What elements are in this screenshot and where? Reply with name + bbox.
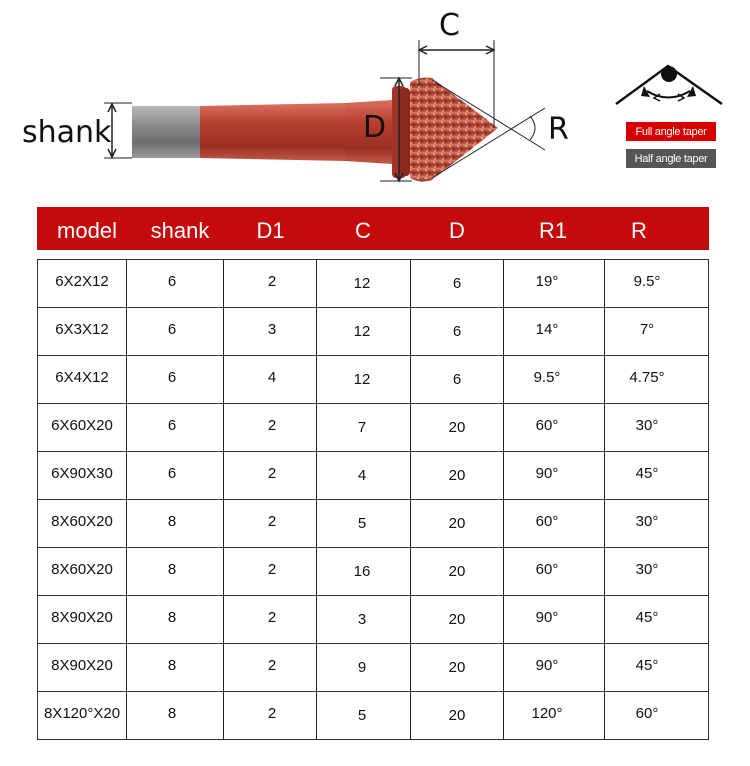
cell-c: 7 (357, 419, 367, 436)
cell-r1: 9.5° (533, 369, 561, 386)
router-bit-illustration (0, 0, 750, 200)
cell-shank: 6 (167, 417, 177, 434)
legend-half-angle: Half angle taper (626, 149, 716, 168)
cell-shank: 6 (167, 465, 177, 482)
table-row (37, 451, 707, 499)
c-label: C (439, 8, 460, 43)
cell-r: 45° (635, 609, 659, 626)
header-shank: shank (150, 218, 210, 243)
cell-d1: 2 (267, 609, 277, 626)
cell-r: 7° (639, 321, 655, 338)
cell-model: 8X90X20 (51, 609, 113, 626)
table-row (37, 595, 707, 643)
header-model: model (57, 218, 117, 243)
cell-r1: 60° (535, 513, 559, 530)
cell-shank: 8 (167, 561, 177, 578)
cell-r: 45° (635, 465, 659, 482)
cell-d1: 2 (267, 417, 277, 434)
cell-model: 6X2X12 (55, 273, 109, 290)
table-row (37, 499, 707, 547)
cell-r: 4.75° (629, 369, 665, 386)
table-row (37, 355, 707, 403)
cell-c: 9 (357, 659, 367, 676)
cell-r1: 90° (535, 657, 559, 674)
body-part (200, 103, 345, 161)
table-row (37, 259, 707, 307)
cell-r: 60° (635, 705, 659, 722)
cell-model: 6X4X12 (55, 369, 109, 386)
cell-c: 5 (357, 515, 367, 532)
cell-d: 20 (448, 611, 466, 628)
cell-c: 3 (357, 611, 367, 628)
header-r: R (631, 218, 647, 243)
cell-r1: 90° (535, 465, 559, 482)
cell-d: 20 (448, 563, 466, 580)
cell-r: 45° (635, 657, 659, 674)
cell-model: 8X60X20 (51, 561, 113, 578)
cell-d: 6 (452, 371, 462, 388)
cell-model: 6X90X30 (51, 465, 113, 482)
cell-c: 4 (357, 467, 367, 484)
cell-shank: 6 (167, 321, 177, 338)
table-row (37, 403, 707, 451)
cell-d: 20 (448, 515, 466, 532)
cell-d1: 3 (267, 321, 277, 338)
table-row (37, 547, 707, 595)
cell-r: 30° (635, 561, 659, 578)
cell-model: 8X120°X20 (43, 705, 121, 722)
cell-model: 8X60X20 (51, 513, 113, 530)
table-header (37, 207, 709, 250)
cell-r1: 90° (535, 609, 559, 626)
cell-d: 6 (452, 323, 462, 340)
cell-d: 20 (448, 467, 466, 484)
cell-c: 5 (357, 707, 367, 724)
header-c: C (355, 218, 371, 243)
cell-d1: 2 (267, 465, 277, 482)
cell-shank: 6 (167, 273, 177, 290)
cell-r1: 19° (535, 273, 559, 290)
cell-d1: 2 (267, 561, 277, 578)
cell-model: 6X60X20 (51, 417, 113, 434)
cell-d: 20 (448, 419, 466, 436)
d-label: D (363, 110, 387, 145)
cell-d1: 2 (267, 705, 277, 722)
cell-r: 9.5° (633, 273, 661, 290)
cell-shank: 8 (167, 609, 177, 626)
cell-c: 12 (353, 323, 371, 340)
cell-d1: 2 (267, 273, 277, 290)
table-row (37, 307, 707, 355)
cell-r: 30° (635, 417, 659, 434)
cell-d: 20 (448, 707, 466, 724)
cell-r1: 120° (531, 705, 563, 722)
table-row (37, 643, 707, 691)
cell-shank: 8 (167, 513, 177, 530)
cell-shank: 8 (167, 657, 177, 674)
cell-shank: 6 (167, 369, 177, 386)
header-d1: D1 (256, 218, 285, 243)
legend-full-angle: Full angle taper (626, 122, 716, 141)
cell-c: 12 (353, 371, 371, 388)
cell-d1: 2 (267, 513, 277, 530)
r-label: R (548, 112, 569, 147)
cell-r: 30° (635, 513, 659, 530)
shank-label: shank (22, 115, 112, 150)
cell-d1: 4 (267, 369, 277, 386)
cell-r1: 14° (535, 321, 559, 338)
cell-shank: 8 (167, 705, 177, 722)
cell-r1: 60° (535, 417, 559, 434)
header-d: D (449, 218, 465, 243)
cell-model: 6X3X12 (55, 321, 109, 338)
cell-d1: 2 (267, 657, 277, 674)
cell-r1: 60° (535, 561, 559, 578)
table-row (37, 691, 707, 739)
cell-model: 8X90X20 (51, 657, 113, 674)
cell-c: 16 (353, 563, 371, 580)
cell-c: 12 (353, 275, 371, 292)
tool-diagram (0, 0, 750, 200)
header-r1: R1 (538, 218, 568, 243)
shank-part (132, 106, 200, 158)
cell-d: 6 (452, 275, 462, 292)
cell-d: 20 (448, 659, 466, 676)
